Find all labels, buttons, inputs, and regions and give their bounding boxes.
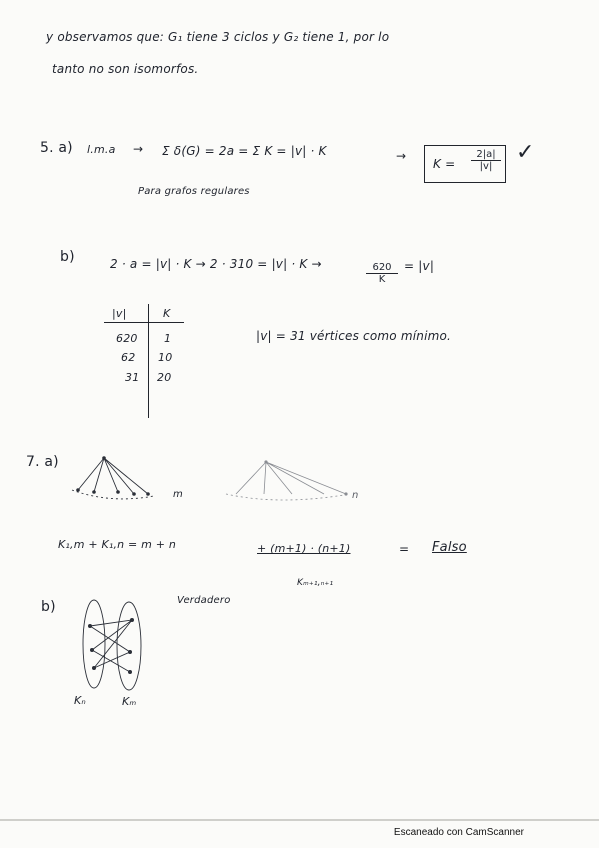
- q7b-bipartite-sketch: [72, 596, 152, 696]
- q5b-conclusion: |v| = 31 vértices como mínimo.: [256, 329, 452, 343]
- camscanner-footer: Escaneado con CamScanner: [393, 827, 524, 838]
- table-row-2-k: 10: [158, 351, 173, 364]
- q7a-equals: =: [399, 542, 410, 556]
- table-row-3-k: 20: [157, 371, 172, 384]
- q5b-label: b): [60, 249, 75, 265]
- table-row-3-v: 31: [125, 371, 140, 384]
- intro-line-2: tanto no son isomorfos.: [52, 62, 199, 76]
- q5b-fraction: [366, 262, 398, 285]
- q5a-equation: Σ δ(G) = 2a = Σ K = |v| · K: [162, 144, 327, 158]
- kn-label: Kₙ: [74, 694, 87, 707]
- q5a-boxed-fraction: [471, 149, 501, 172]
- table-row-1-v: 620: [116, 332, 138, 345]
- q7a-under-label: Kₘ₊₁,ₙ₊₁: [297, 578, 334, 588]
- graph-1-label: m: [173, 489, 183, 500]
- q7a-label: 7. a): [26, 454, 59, 470]
- q5a-fraction-denominator: |v|: [479, 161, 493, 172]
- km-label: Kₘ: [122, 695, 137, 708]
- star-graph-k1n: [226, 462, 350, 500]
- q7b-label: b): [41, 599, 56, 615]
- page-bottom-edge: [0, 819, 599, 821]
- q5a-boxed-k: K =: [433, 157, 456, 171]
- q5a-arrow: →: [133, 142, 144, 156]
- table-row-1-k: 1: [164, 332, 172, 345]
- table-header-k: K: [163, 307, 171, 320]
- q5a-arrow-2: →: [396, 149, 407, 163]
- q5a-fraction-numerator: 2|a|: [471, 149, 501, 161]
- check-mark: ✓: [516, 140, 535, 165]
- star-graph-k1m: [72, 458, 154, 499]
- q5a-lema: l.m.a: [87, 143, 116, 156]
- q7a-graphs-sketch: [60, 450, 370, 510]
- q5a-note: Para grafos regulares: [138, 186, 250, 197]
- q7a-equation-mid: + (m+1) · (n+1): [257, 542, 351, 555]
- q5b-fraction-numerator: 620: [366, 262, 398, 274]
- table-column-rule: [148, 304, 149, 418]
- q5b-equation: 2 · a = |v| · K → 2 · 310 = |v| · K →: [110, 257, 322, 271]
- q5a-label: 5. a): [40, 140, 73, 156]
- q7b-verdict: Verdadero: [177, 595, 231, 606]
- q5b-fraction-denominator: K: [378, 274, 386, 285]
- table-header-v: |v|: [112, 307, 127, 320]
- q5a-result-box: [424, 145, 506, 183]
- table-row-2-v: 62: [121, 351, 136, 364]
- q5b-equation-tail: = |v|: [404, 259, 435, 273]
- table-header-rule: [104, 322, 184, 323]
- q7a-equation-left: K₁,m + K₁,n = m + n: [58, 538, 177, 551]
- intro-line-1: y observamos que: G₁ tiene 3 ciclos y G₂ tiene 1, por lo: [46, 30, 390, 44]
- graph-2-label: n: [352, 490, 359, 501]
- q7a-verdict: Falso: [432, 540, 467, 555]
